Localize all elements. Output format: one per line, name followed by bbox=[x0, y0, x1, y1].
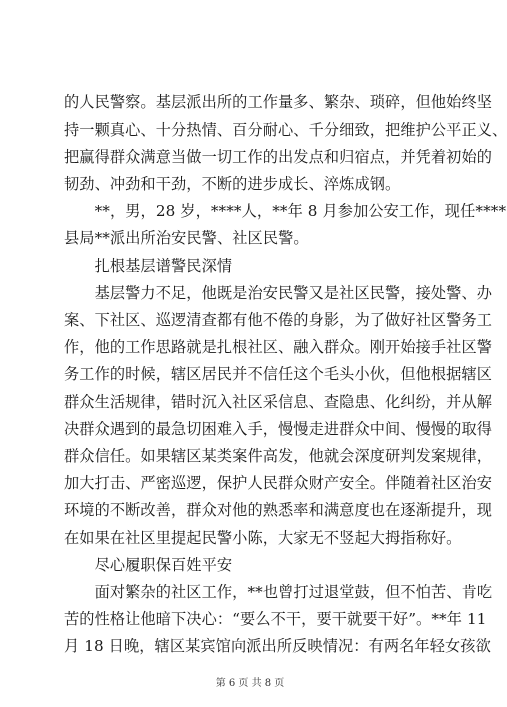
text-line: 韧劲、冲劲和干劲，不断的进步成长、淬炼成钢。 bbox=[64, 175, 401, 193]
text-line: 的人民警察。基层派出所的工作量多、繁杂、琐碎，但他始终坚 bbox=[64, 93, 493, 111]
text-line: 案、下社区、巡逻清查都有他不倦的身影，为了做好社区警务工 bbox=[64, 311, 493, 329]
text-line: **，男，28 岁，****人，**年 8 月参加公安工作，现任**** bbox=[64, 202, 507, 220]
text-line: 环境的不断改善，群众对他的熟悉率和满意度也在逐渐提升，现 bbox=[64, 501, 493, 519]
text-line: 决群众遇到的最急切困难入手，慢慢走进群众中间、慢慢的取得 bbox=[64, 420, 493, 438]
text-line: 县局**派出所治安民警、社区民警。 bbox=[64, 229, 309, 247]
text-line: 作，他的工作思路就是扎根社区、融入群众。刚开始接手社区警 bbox=[64, 338, 493, 356]
page-footer: 第 6 页 共 8 页 bbox=[215, 678, 285, 689]
text-line: 务工作的时候，辖区居民并不信任这个毛头小伙，但他根据辖区 bbox=[64, 365, 493, 383]
text-line: 持一颗真心、十分热情、百分耐心、千分细致，把维护公平正义、 bbox=[64, 121, 507, 139]
text-line: 群众信任。如果辖区某类案件高发，他就会深度研判发案规律， bbox=[64, 447, 493, 465]
text-line: 群众生活规律，错时沉入社区采信息、查隐患、化纠纷，并从解 bbox=[64, 393, 493, 411]
text-line: 月 18 日晚，辖区某宾馆向派出所反映情况：有两名年轻女孩欲 bbox=[64, 637, 491, 655]
section-heading: 尽心履职保百姓平安 bbox=[64, 556, 233, 574]
section-heading: 扎根基层谱警民深情 bbox=[64, 257, 233, 275]
text-line: 苦的性格让他暗下决心：“要么不干，要干就要干好”。**年 11 bbox=[64, 610, 487, 628]
text-line: 把赢得群众满意当做一切工作的出发点和归宿点，并凭着初始的 bbox=[64, 148, 493, 166]
text-line: 在如果在社区里提起民警小陈，大家无不竖起大拇指称好。 bbox=[64, 529, 462, 547]
text-line: 面对繁杂的社区工作，**也曾打过退堂鼓，但不怕苦、肯吃 bbox=[64, 583, 493, 601]
text-line: 基层警力不足，他既是治安民警又是社区民警，接处警、办 bbox=[64, 284, 493, 302]
text-line: 加大打击、严密巡逻，保护人民群众财产安全。伴随着社区治安 bbox=[64, 474, 493, 492]
